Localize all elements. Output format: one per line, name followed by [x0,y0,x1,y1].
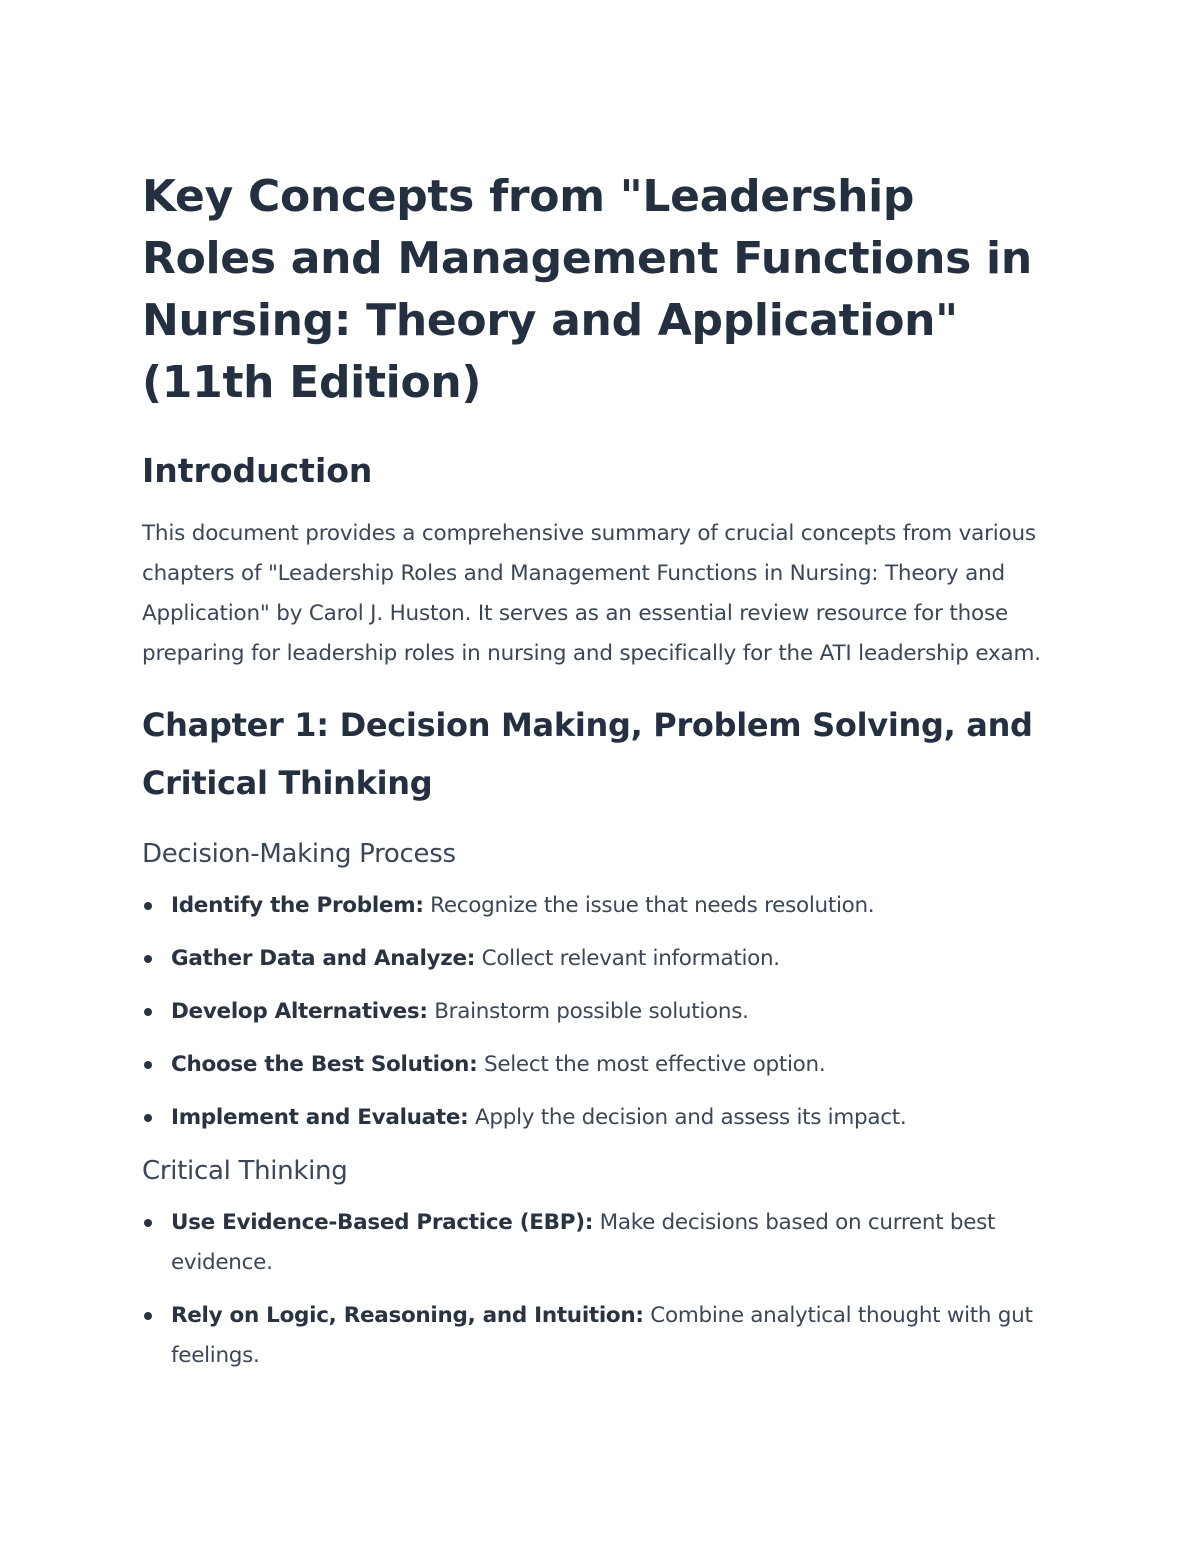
document-title: Key Concepts from "Leadership Roles and Management Functions in Nursing: Theory and Application" (11th Edition) [142,171,1032,408]
list-item-separator: : [419,999,428,1024]
list-item-separator: : [584,1210,594,1235]
list-item [142,886,1050,926]
list-item-separator: : [466,946,476,971]
decision-making-heading: Decision-Making Process [142,839,456,869]
list-item-description: Collect relevant information. [475,946,780,971]
list-item-description: Select the most effective option. [477,1052,826,1077]
list-item [142,1203,1050,1283]
list-item-term: Develop Alternatives [171,999,420,1024]
bullet-icon [144,1061,152,1069]
list-item-term: Gather Data and Analyze [171,946,467,971]
list-item-term: Use Evidence-Based Practice (EBP) [171,1210,585,1235]
list-item-description: Brainstorm possible solutions. [427,999,749,1024]
list-item-term: Identify the Problem [171,893,416,918]
list-item-description: Apply the decision and assess its impact. [468,1105,907,1130]
list-item [142,1296,1050,1376]
list-item-term: Rely on Logic, Reasoning, and Intuition [171,1303,636,1328]
bullet-icon [144,1312,152,1320]
critical-thinking-heading: Critical Thinking [142,1156,348,1186]
chapter-1-heading: Chapter 1: Decision Making, Problem Solving, and Critical Thinking [142,706,1033,802]
list-item [142,1098,1050,1138]
list-item-description: Make decisions based on current best evidence. [171,1210,996,1275]
list-item-description: Combine analytical thought with gut feelings. [171,1303,1033,1368]
introduction-heading: Introduction [142,451,373,490]
list-item-separator: : [460,1105,469,1130]
bullet-icon [144,902,152,910]
list-item-separator: : [415,893,424,918]
list-item-term: Implement and Evaluate [171,1105,461,1130]
bullet-icon [144,955,152,963]
list-item-separator: : [469,1052,478,1077]
bullet-icon [144,1219,152,1227]
critical-thinking-list [142,1203,1050,1376]
decision-making-list [142,886,1050,1138]
list-item-description: Recognize the issue that needs resolution. [423,893,875,918]
list-item-term: Choose the Best Solution [171,1052,470,1077]
list-item-separator: : [635,1303,644,1328]
bullet-icon [144,1008,152,1016]
list-item [142,1045,1050,1085]
list-item [142,939,1050,979]
list-item [142,992,1050,1032]
bullet-icon [144,1114,152,1122]
introduction-paragraph: This document provides a comprehensive summary of crucial concepts from various chapters of "Leadership Roles and Management Functions in Nursing: Theory and Application" by Carol J. Huston. It serves as an essential review resource for those preparing for leadership roles in nursing and specifically for the ATI leadership exam. [142,521,1041,666]
